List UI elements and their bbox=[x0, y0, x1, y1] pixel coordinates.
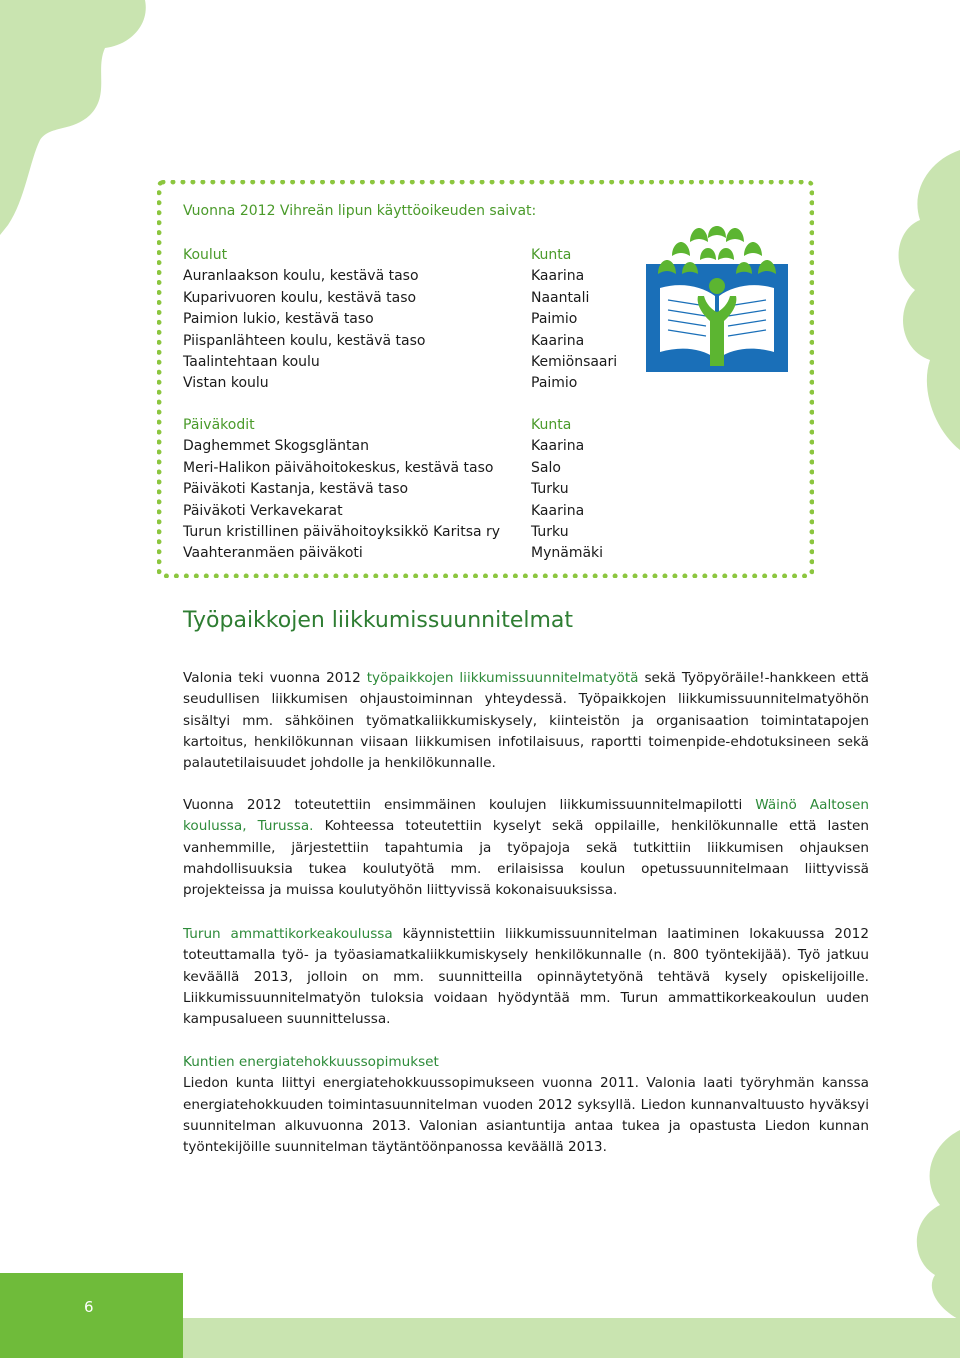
daycare-name: Vaahteranmäen päiväkoti bbox=[183, 545, 363, 562]
school-name: Kuparivuoren koulu, kestävä taso bbox=[183, 289, 417, 306]
schools-municipality-header: Kunta bbox=[531, 247, 572, 263]
paragraph-text: Kohteessa toteutettiin kyselyt sekä oppilaille, henkilökunnalle että lasten vanhemmille, järjestettiin tapahtumia ja työpajoja sekä tutkittiin liikkumisen ohjauksen mahdollisuuksia tukea koulutyötä mm. erilaisissa koulun opetussuunnitelmaan liittyvissä projekteissa ja muissa koulutyöhön liittyvissä kokonaisuuksissa. bbox=[183, 818, 869, 899]
daycare-name: Meri-Halikon päivähoitokeskus, kestävä taso bbox=[183, 459, 494, 476]
school-name: Paimion lukio, kestävä taso bbox=[183, 311, 374, 328]
daycare-name: Päiväkoti Verkavekarat bbox=[183, 502, 343, 519]
school-municipality: Naantali bbox=[531, 289, 590, 306]
schools-header: Koulut bbox=[183, 247, 228, 263]
daycares-header: Päiväkodit bbox=[183, 417, 255, 433]
school-name: Vistan koulu bbox=[183, 375, 269, 392]
school-name: Piispanlähteen koulu, kestävä taso bbox=[183, 332, 426, 349]
daycare-municipality: Kaarina bbox=[531, 502, 585, 519]
school-municipality: Kaarina bbox=[531, 332, 585, 349]
daycare-name: Päiväkoti Kastanja, kestävä taso bbox=[183, 481, 409, 498]
daycare-municipality: Mynämäki bbox=[531, 545, 604, 562]
section-title: Työpaikkojen liikkumissuunnitelmat bbox=[183, 608, 574, 633]
paragraph-1 bbox=[183, 668, 869, 774]
leaf-decoration-bottom-right bbox=[870, 1130, 960, 1320]
daycare-name: Turun kristillinen päivähoitoyksikkö Karitsa ry bbox=[183, 524, 501, 541]
leaf-decoration-top-left bbox=[0, 0, 150, 240]
school-municipality: Paimio bbox=[531, 375, 578, 392]
schools-municipality-list bbox=[531, 245, 617, 395]
green-flag-logo bbox=[646, 226, 788, 372]
paragraph-text: Liedon kunta liittyi energiatehokkuussopimukseen vuonna 2011. Valonia laati työryhmän kanssa energiatehokkuuden toimintasuunnitelman vuoden 2012 syksyllä. Liedon kunnanvaltuusto hyväksyi suunnitelman alkuvuonna 2013. Valonian asiantuntija antaa tukea ja opastusta Liedon kunnan työntekijöille suunnitelman täytäntöönpanossa keväällä 2013. bbox=[183, 1075, 869, 1156]
daycare-name: Daghemmet Skogsgläntan bbox=[183, 438, 369, 455]
daycare-municipality: Turku bbox=[531, 524, 569, 541]
paragraph-text: käynnistettiin liikkumissuunnitelman laatiminen lokakuussa 2012 toteuttamalla työ- ja työasiamatkaliikkumiskysely henkilökunnalle (n. 800 työntekijää). Työ jatkuu keväällä 2013, jolloin on mm. suunnitteilla opinnäytetyönä tehtävä kysely opiskelijoille. Liikkumissuunnitelmatyön tuloksia voidaan hyödyntää mm. Turun ammattikorkeakoulun uuden kampusalueen suunnittelussa. bbox=[183, 926, 869, 1028]
daycares-list bbox=[183, 415, 500, 565]
school-municipality: Kaarina bbox=[531, 268, 585, 285]
schools-list bbox=[183, 245, 425, 395]
school-municipality: Kemiönsaari bbox=[531, 354, 618, 371]
leaf-decoration-right bbox=[890, 150, 960, 470]
highlight-link[interactable]: työpaikkojen liikkumissuunnitelmatyötä bbox=[366, 670, 639, 686]
daycares-municipality-header: Kunta bbox=[531, 417, 572, 433]
box-title: Vuonna 2012 Vihreän lipun käyttöoikeuden saivat: bbox=[183, 203, 537, 219]
paragraph-text: Valonia teki vuonna 2012 bbox=[183, 670, 367, 686]
daycare-municipality: Turku bbox=[531, 481, 569, 498]
paragraph-text: Vuonna 2012 toteutettiin ensimmäinen koulujen liikkumissuunnitelmapilotti bbox=[183, 797, 756, 813]
highlight-link[interactable]: Wäinö Aaltosen koulussa, Turussa. bbox=[183, 797, 869, 835]
highlight-link[interactable]: Turun ammattikorkeakoulussa bbox=[183, 926, 393, 942]
subheading: Kuntien energiatehokkuussopimukset bbox=[183, 1054, 439, 1070]
daycare-municipality: Kaarina bbox=[531, 438, 585, 455]
daycare-municipality: Salo bbox=[531, 459, 561, 476]
school-name: Auranlaakson koulu, kestävä taso bbox=[183, 268, 419, 285]
daycares-municipality-list bbox=[531, 415, 603, 565]
paragraph-text: sekä Työpyöräile!-hankkeen että seudullisen liikkumisen ohjaustoiminnan yhteydessä. Työpaikkojen liikkumissuunnitelmatyöhön sisältyi mm. sähköinen työmatkaliikkumiskysely, kiinteistön ja organisaation toimintatapojen kartoitus, henkilökunnan viisaan liikkumisen infotilaisuus, raportti toimenpide-ehdotuksineen sekä palautetilaisuudet johdolle ja henkilökunnalle. bbox=[183, 670, 870, 772]
school-municipality: Paimio bbox=[531, 311, 578, 328]
paragraph-4 bbox=[183, 1052, 869, 1158]
footer-band bbox=[183, 1318, 960, 1358]
page-number: 6 bbox=[84, 1298, 94, 1316]
paragraph-3 bbox=[183, 924, 869, 1030]
paragraph-2 bbox=[183, 795, 869, 901]
school-name: Taalintehtaan koulu bbox=[183, 354, 320, 371]
